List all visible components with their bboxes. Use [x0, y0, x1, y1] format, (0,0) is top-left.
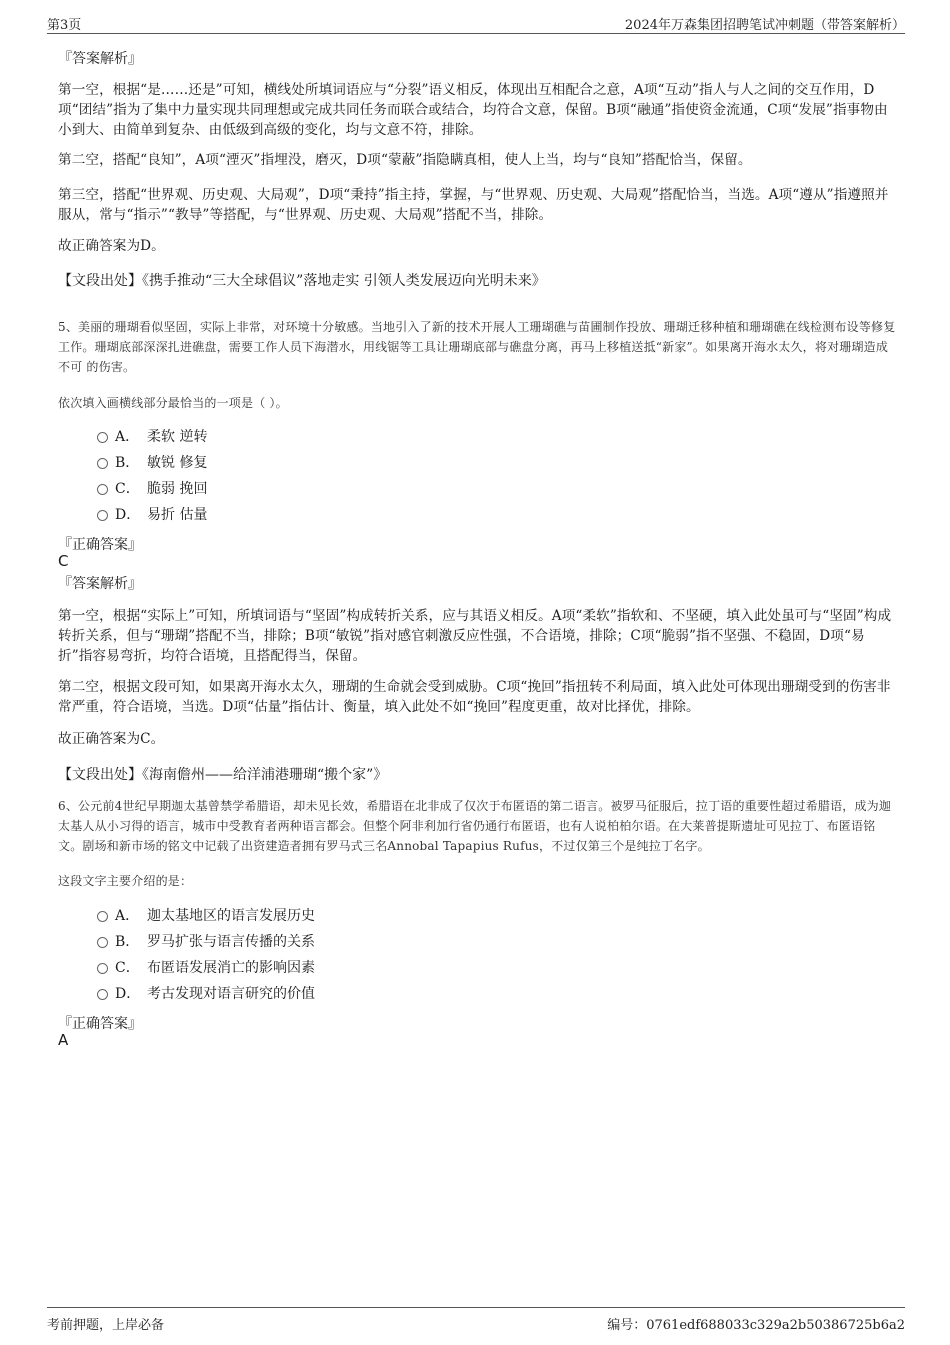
radio-icon[interactable]	[97, 432, 108, 443]
q4-analysis-para-2: 第二空，搭配“良知”，A项“湮灭”指埋没，磨灭，D项“蒙蔽”指隐瞒真相，使人上当，均与“良知”搭配恰当，保留。	[58, 152, 752, 168]
radio-icon[interactable]	[97, 963, 108, 974]
q5-analysis-label: 『答案解析』	[58, 576, 142, 592]
q5-analysis-para-2: 第二空，根据文段可知，如果离开海水太久，珊瑚的生命就会受到威胁。C项“挽回”指扭转不利局面，填入此处可体现出珊瑚受到的伤害非常严重，符合语境，当选。D项“估量”指估计、衡量，填入此处不如“挽回”程度更重，故对比择优，排除。	[58, 679, 891, 715]
footer-slogan: 考前押题，上岸必备	[47, 1318, 165, 1333]
q5-option-d[interactable]: D． 易折 估量	[97, 506, 207, 524]
q6-option-d[interactable]: D． 考古发现对语言研究的价值	[97, 985, 315, 1003]
q6-correct-label: 『正确答案』	[58, 1016, 142, 1032]
q5-conclusion: 故正确答案为C。	[58, 731, 165, 747]
page-header	[47, 13, 905, 34]
q5-option-b[interactable]: B． 敏锐 修复	[97, 454, 207, 472]
q6-stem: 6、公元前4世纪早期迦太基曾禁学希腊语，却未见长效，希腊语在北非成了仅次于布匿语的第二语言。被罗马征服后，拉丁语的重要性超过希腊语，成为迦太基人从小习得的语言，城市中受教育者两种语言都会。但整个阿非利加行省仍通行布匿语，也有人说柏柏尔语。在大莱普提斯遗址可见拉丁、布匿语铭文。剧场和新市场的铭文中记载了出资建造者拥有罗马式三名Annobal Tapapius Rufus，不过仅第三个是纯拉丁名字。	[58, 799, 892, 853]
q5-option-c[interactable]: C． 脆弱 挽回	[97, 480, 207, 498]
footer-document-id: 编号：0761edf688033c329a2b50386725b6a2	[607, 1318, 905, 1333]
radio-icon[interactable]	[97, 937, 108, 948]
q5-analysis-para-1: 第一空，根据“实际上”可知，所填词语与“坚固”构成转折关系，应与其语义相反。A项“柔软”指软和、不坚硬，填入此处虽可与“坚固”构成转折关系，但与“珊瑚”搭配不当，排除；B项“敏锐”指对感官刺激反应性强，不合语境，排除；C项“脆弱”指不坚强、不稳固，D项“易折”指容易弯折，均符合语境，且搭配得当，保留。	[58, 608, 892, 664]
document-title: 2024年万森集团招聘笔试冲刺题（带答案解析）	[624, 18, 905, 33]
q5-correct-answer: C	[58, 552, 69, 570]
q4-analysis-para-1: 第一空，根据“是……还是”可知，横线处所填词语应与“分裂”语义相反，体现出互相配合之意，A项“互动”指人与人之间的交互作用，D项“团结”指为了集中力量实现共同理想或完成共同任务而联合或结合，均符合文意，保留。B项“融通”指使资金流通，C项“发展”指事物由小到大、由简单到复杂、由低级到高级的变化，均与文意不符，排除。	[58, 82, 888, 138]
q4-conclusion: 故正确答案为D。	[58, 238, 165, 254]
q5-option-a[interactable]: A． 柔软 逆转	[97, 428, 207, 446]
q5-source: 【文段出处】《海南儋州——给洋浦港珊瑚“搬个家”》	[58, 767, 388, 783]
q5-stem: 5、美丽的珊瑚看似坚固，实际上非常，对环境十分敏感。当地引入了新的技术开展人工珊瑚礁与苗圃制作投放、珊瑚迁移种植和珊瑚礁在线检测布设等修复工作。珊瑚底部深深扎进礁盘，需要工作人员下海潜水，用线锯等工具让珊瑚底部与礁盘分离，再马上移植送抵“新家”。如果离开海水太久，将对珊瑚造成不可 的伤害。	[58, 320, 896, 374]
q6-option-a[interactable]: A． 迦太基地区的语言发展历史	[97, 907, 315, 925]
q4-analysis-para-3: 第三空，搭配“世界观、历史观、大局观”，D项“秉持”指主持，掌握，与“世界观、历史观、大局观”搭配恰当，当选。A项“遵从”指遵照并服从，常与“指示”“教导”等搭配，与“世界观、历史观、大局观”搭配不当，排除。	[58, 187, 889, 223]
q6-correct-answer: A	[58, 1031, 69, 1049]
q5-prompt: 依次填入画横线部分最恰当的一项是（ ）。	[58, 396, 288, 410]
q5-correct-label: 『正确答案』	[58, 537, 142, 553]
radio-icon[interactable]	[97, 510, 108, 521]
radio-icon[interactable]	[97, 458, 108, 469]
q6-option-b[interactable]: B． 罗马扩张与语言传播的关系	[97, 933, 315, 951]
radio-icon[interactable]	[97, 911, 108, 922]
q4-source: 【文段出处】《携手推动“三大全球倡议”落地走实 引领人类发展迈向光明未来》	[58, 273, 546, 289]
radio-icon[interactable]	[97, 484, 108, 495]
q6-prompt: 这段文字主要介绍的是：	[58, 874, 193, 888]
radio-icon[interactable]	[97, 989, 108, 1000]
q4-analysis-label: 『答案解析』	[58, 51, 142, 67]
page-number: 第3页	[47, 18, 82, 33]
q6-option-c[interactable]: C． 布匿语发展消亡的影响因素	[97, 959, 315, 977]
page-footer	[47, 1307, 905, 1333]
